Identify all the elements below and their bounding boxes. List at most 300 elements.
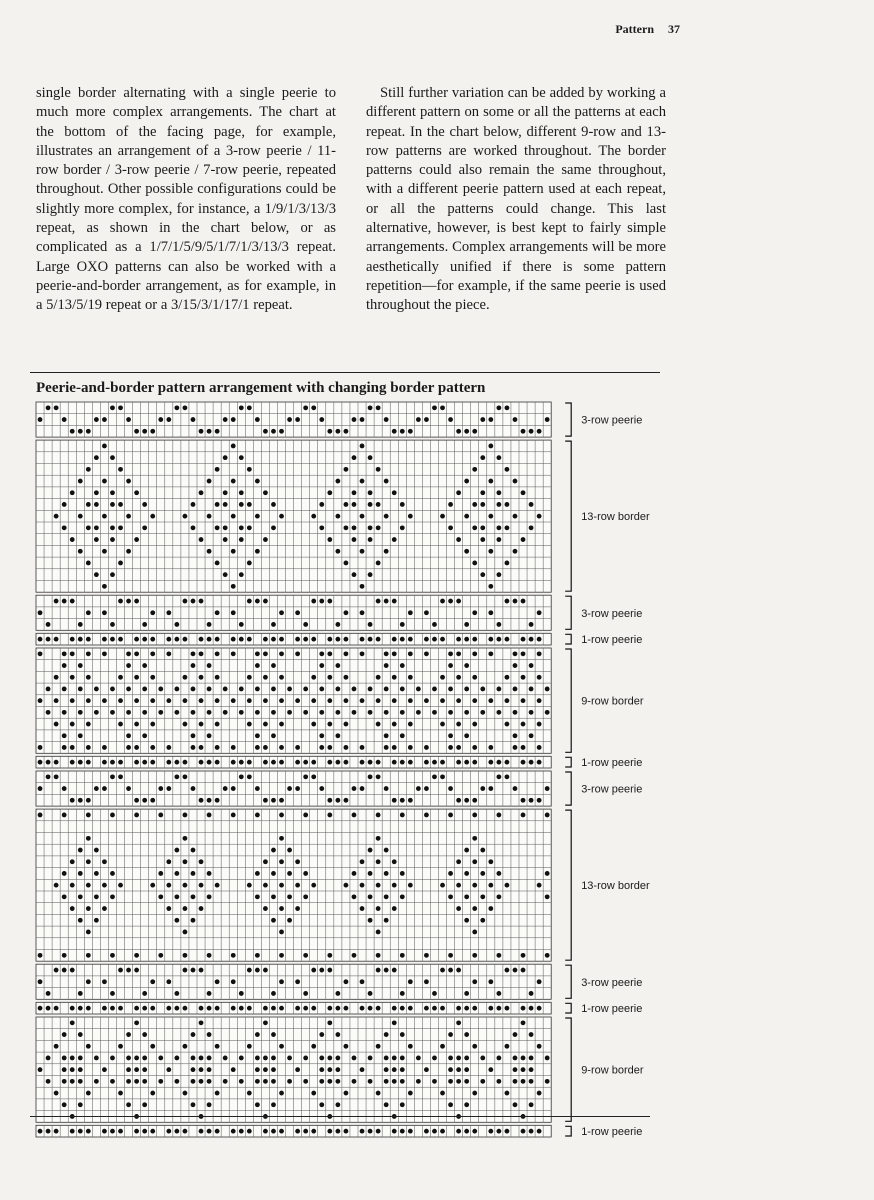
stitch-dot <box>110 894 115 899</box>
stitch-dot <box>545 687 550 692</box>
running-head <box>590 22 680 40</box>
stitch-dot <box>384 786 389 791</box>
stitch-dot <box>319 968 324 973</box>
stitch-dot <box>271 918 276 923</box>
stitch-dot <box>513 786 518 791</box>
stitch-dot <box>408 979 413 984</box>
stitch-dot <box>496 710 501 715</box>
stitch-dot <box>183 599 188 604</box>
stitch-dot <box>183 883 188 888</box>
stitch-dot <box>183 859 188 864</box>
stitch-dot <box>78 514 83 519</box>
stitch-dot <box>86 675 91 680</box>
stitch-dot <box>505 599 510 604</box>
stitch-dot <box>537 675 542 680</box>
stitch-dot <box>94 1056 99 1061</box>
stitch-dot <box>344 525 349 530</box>
stitch-dot <box>464 429 469 434</box>
stitch-dot <box>158 953 163 958</box>
stitch-dot <box>319 1102 324 1107</box>
stitch-dot <box>335 710 340 715</box>
stitch-dot <box>62 417 67 422</box>
stitch-dot <box>295 786 300 791</box>
stitch-dot <box>215 502 220 507</box>
stitch-dot <box>424 760 429 765</box>
stitch-dot <box>199 1006 204 1011</box>
stitch-dot <box>174 760 179 765</box>
stitch-dot <box>247 525 252 530</box>
stitch-dot <box>239 774 244 779</box>
stitch-dot <box>191 871 196 876</box>
stitch-dot <box>271 687 276 692</box>
stitch-dot <box>505 1006 510 1011</box>
stitch-dot <box>94 525 99 530</box>
stitch-dot <box>118 599 123 604</box>
stitch-dot <box>368 1056 373 1061</box>
stitch-dot <box>191 733 196 738</box>
stitch-dot <box>384 968 389 973</box>
stitch-dot <box>432 1056 437 1061</box>
stitch-dot <box>126 417 131 422</box>
stitch-dot <box>118 502 123 507</box>
stitch-dot <box>521 953 526 958</box>
stitch-dot <box>207 687 212 692</box>
stitch-dot <box>464 894 469 899</box>
stitch-dot <box>271 991 276 996</box>
stitch-dot <box>279 1044 284 1049</box>
stitch-dot <box>344 760 349 765</box>
stitch-dot <box>207 1056 212 1061</box>
stitch-dot <box>247 675 252 680</box>
stitch-dot <box>448 894 453 899</box>
stitch-dot <box>472 502 477 507</box>
stitch-dot <box>472 859 477 864</box>
stitch-dot <box>255 710 260 715</box>
chart-title: Peerie-and-border pattern arrangement with changing border pattern <box>36 380 486 396</box>
stitch-dot <box>521 429 526 434</box>
stitch-dot <box>126 968 131 973</box>
stitch-dot <box>134 745 139 750</box>
stitch-dot <box>174 1056 179 1061</box>
stitch-dot <box>78 991 83 996</box>
stitch-dot <box>78 1056 83 1061</box>
stitch-dot <box>239 405 244 410</box>
stitch-dot <box>126 786 131 791</box>
stitch-dot <box>327 798 332 803</box>
stitch-dot <box>472 745 477 750</box>
stitch-dot <box>408 1091 413 1096</box>
stitch-dot <box>376 836 381 841</box>
stitch-dot <box>199 599 204 604</box>
stitch-dot <box>472 813 477 818</box>
stitch-dot <box>368 991 373 996</box>
stitch-dot <box>279 675 284 680</box>
section-label: 9-row border <box>581 695 644 708</box>
stitch-dot <box>215 637 220 642</box>
stitch-dot <box>78 1129 83 1134</box>
stitch-dot <box>118 675 123 680</box>
stitch-dot <box>303 871 308 876</box>
stitch-dot <box>400 663 405 668</box>
stitch-dot <box>448 1102 453 1107</box>
stitch-dot <box>38 1129 43 1134</box>
stitch-dot <box>199 637 204 642</box>
stitch-dot <box>311 599 316 604</box>
stitch-dot <box>384 894 389 899</box>
stitch-dot <box>54 514 59 519</box>
stitch-dot <box>183 930 188 935</box>
stitch-dot <box>86 813 91 818</box>
stitch-dot <box>376 883 381 888</box>
stitch-dot <box>207 429 212 434</box>
stitch-dot <box>271 798 276 803</box>
stitch-dot <box>496 525 501 530</box>
stitch-dot <box>231 514 236 519</box>
stitch-dot <box>134 1079 139 1084</box>
stitch-dot <box>472 798 477 803</box>
stitch-dot <box>110 871 115 876</box>
stitch-dot <box>392 1067 397 1072</box>
stitch-dot <box>174 622 179 627</box>
stitch-dot <box>134 1020 139 1025</box>
stitch-dot <box>352 490 357 495</box>
stitch-dot <box>456 760 461 765</box>
stitch-dot <box>521 1079 526 1084</box>
stitch-dot <box>150 722 155 727</box>
stitch-dot <box>521 1129 526 1134</box>
stitch-dot <box>360 637 365 642</box>
stitch-dot <box>271 637 276 642</box>
stitch-dot <box>368 405 373 410</box>
stitch-dot <box>529 1079 534 1084</box>
stitch-dot <box>416 1079 421 1084</box>
stitch-dot <box>183 953 188 958</box>
stitch-dot <box>271 1129 276 1134</box>
stitch-dot <box>134 953 139 958</box>
stitch-dot <box>384 514 389 519</box>
stitch-dot <box>456 745 461 750</box>
stitch-dot <box>521 599 526 604</box>
stitch-dot <box>174 1006 179 1011</box>
stitch-dot <box>223 786 228 791</box>
stitch-dot <box>247 883 252 888</box>
stitch-dot <box>231 444 236 449</box>
stitch-dot <box>521 675 526 680</box>
stitch-dot <box>392 1006 397 1011</box>
stitch-dot <box>247 467 252 472</box>
stitch-dot <box>368 894 373 899</box>
stitch-dot <box>319 417 324 422</box>
stitch-dot <box>408 883 413 888</box>
stitch-dot <box>440 675 445 680</box>
stitch-dot <box>456 637 461 642</box>
stitch-dot <box>335 429 340 434</box>
section-bracket <box>565 403 571 436</box>
stitch-dot <box>271 760 276 765</box>
stitch-dot <box>335 991 340 996</box>
stitch-dot <box>207 1129 212 1134</box>
stitch-dot <box>480 1056 485 1061</box>
stitch-dot <box>376 599 381 604</box>
stitch-dot <box>150 651 155 656</box>
stitch-dot <box>134 1067 139 1072</box>
stitch-dot <box>537 745 542 750</box>
stitch-dot <box>368 1079 373 1084</box>
stitch-dot <box>529 733 534 738</box>
stitch-dot <box>38 953 43 958</box>
stitch-dot <box>376 930 381 935</box>
stitch-dot <box>271 1079 276 1084</box>
stitch-dot <box>352 710 357 715</box>
stitch-dot <box>327 813 332 818</box>
stitch-dot <box>86 1129 91 1134</box>
stitch-dot <box>368 455 373 460</box>
stitch-dot <box>384 687 389 692</box>
stitch-dot <box>223 1079 228 1084</box>
stitch-dot <box>255 663 260 668</box>
stitch-dot <box>207 1102 212 1107</box>
stitch-dot <box>118 760 123 765</box>
stitch-dot <box>448 968 453 973</box>
stitch-dot <box>505 502 510 507</box>
stitch-dot <box>368 537 373 542</box>
stitch-dot <box>110 622 115 627</box>
stitch-dot <box>191 1032 196 1037</box>
stitch-dot <box>368 918 373 923</box>
stitch-dot <box>247 561 252 566</box>
stitch-dot <box>126 1056 131 1061</box>
stitch-dot <box>279 1091 284 1096</box>
stitch-dot <box>207 1006 212 1011</box>
stitch-dot <box>126 687 131 692</box>
stitch-dot <box>263 906 268 911</box>
stitch-dot <box>295 883 300 888</box>
stitch-dot <box>207 1032 212 1037</box>
stitch-dot <box>303 1006 308 1011</box>
stitch-dot <box>376 637 381 642</box>
stitch-dot <box>432 1006 437 1011</box>
stitch-dot <box>408 698 413 703</box>
stitch-dot <box>110 1079 115 1084</box>
stitch-dot <box>199 722 204 727</box>
stitch-dot <box>126 1067 131 1072</box>
stitch-dot <box>368 637 373 642</box>
stitch-dot <box>54 1091 59 1096</box>
stitch-dot <box>464 918 469 923</box>
stitch-dot <box>239 1056 244 1061</box>
stitch-dot <box>86 502 91 507</box>
stitch-dot <box>416 1056 421 1061</box>
stitch-dot <box>207 798 212 803</box>
stitch-dot <box>191 848 196 853</box>
stitch-dot <box>110 502 115 507</box>
stitch-dot <box>464 871 469 876</box>
stitch-dot <box>126 549 131 554</box>
stitch-dot <box>303 774 308 779</box>
stitch-dot <box>102 417 107 422</box>
stitch-dot <box>505 467 510 472</box>
stitch-dot <box>384 599 389 604</box>
stitch-dot <box>174 405 179 410</box>
stitch-dot <box>263 429 268 434</box>
stitch-dot <box>78 687 83 692</box>
stitch-dot <box>496 1129 501 1134</box>
stitch-dot <box>529 1056 534 1061</box>
stitch-dot <box>472 637 477 642</box>
stitch-dot <box>166 979 171 984</box>
stitch-dot <box>158 786 163 791</box>
stitch-dot <box>126 1102 131 1107</box>
stitch-dot <box>456 859 461 864</box>
stitch-dot <box>62 953 67 958</box>
section-label: 1-row peerie <box>581 1126 643 1139</box>
stitch-dot <box>38 760 43 765</box>
stitch-dot <box>456 798 461 803</box>
stitch-dot <box>464 637 469 642</box>
stitch-dot <box>239 525 244 530</box>
stitch-dot <box>529 663 534 668</box>
stitch-dot <box>110 572 115 577</box>
stitch-dot <box>223 525 228 530</box>
stitch-dot <box>400 1006 405 1011</box>
stitch-dot <box>400 710 405 715</box>
stitch-dot <box>150 514 155 519</box>
stitch-dot <box>432 1079 437 1084</box>
stitch-dot <box>440 698 445 703</box>
stitch-dot <box>142 1006 147 1011</box>
stitch-dot <box>239 622 244 627</box>
stitch-dot <box>279 930 284 935</box>
stitch-dot <box>496 490 501 495</box>
stitch-dot <box>279 651 284 656</box>
stitch-dot <box>38 651 43 656</box>
stitch-dot <box>207 991 212 996</box>
stitch-dot <box>102 610 107 615</box>
stitch-dot <box>360 514 365 519</box>
stitch-dot <box>360 786 365 791</box>
stitch-dot <box>319 525 324 530</box>
stitch-dot <box>279 745 284 750</box>
stitch-dot <box>384 733 389 738</box>
section-bracket <box>565 965 571 998</box>
stitch-dot <box>311 637 316 642</box>
stitch-dot <box>207 479 212 484</box>
right-column <box>366 84 666 316</box>
stitch-dot <box>400 429 405 434</box>
stitch-dot <box>400 798 405 803</box>
stitch-dot <box>424 637 429 642</box>
stitch-dot <box>150 429 155 434</box>
stitch-dot <box>142 525 147 530</box>
stitch-dot <box>376 1044 381 1049</box>
stitch-dot <box>529 798 534 803</box>
stitch-dot <box>279 836 284 841</box>
stitch-dot <box>311 774 316 779</box>
stitch-dot <box>408 1044 413 1049</box>
stitch-dot <box>480 786 485 791</box>
stitch-dot <box>521 490 526 495</box>
stitch-dot <box>376 405 381 410</box>
stitch-dot <box>400 760 405 765</box>
stitch-dot <box>46 1056 51 1061</box>
stitch-dot <box>134 651 139 656</box>
stitch-dot <box>102 637 107 642</box>
stitch-dot <box>142 637 147 642</box>
stitch-dot <box>352 537 357 542</box>
stitch-dot <box>464 760 469 765</box>
stitch-dot <box>496 1079 501 1084</box>
stitch-dot <box>335 1006 340 1011</box>
stitch-dot <box>513 1056 518 1061</box>
stitch-dot <box>110 525 115 530</box>
stitch-dot <box>521 745 526 750</box>
stitch-dot <box>384 745 389 750</box>
stitch-dot <box>207 871 212 876</box>
stitch-dot <box>424 651 429 656</box>
stitch-dot <box>344 798 349 803</box>
stitch-dot <box>384 549 389 554</box>
stitch-dot <box>456 722 461 727</box>
stitch-dot <box>247 1006 252 1011</box>
stitch-dot <box>166 417 171 422</box>
stitch-dot <box>480 710 485 715</box>
stitch-dot <box>263 1020 268 1025</box>
stitch-dot <box>319 733 324 738</box>
stitch-dot <box>344 467 349 472</box>
stitch-dot <box>255 549 260 554</box>
stitch-dot <box>376 1129 381 1134</box>
stitch-dot <box>472 722 477 727</box>
stitch-dot <box>94 871 99 876</box>
stitch-dot <box>496 455 501 460</box>
stitch-dot <box>183 1091 188 1096</box>
stitch-dot <box>255 599 260 604</box>
stitch-dot <box>505 722 510 727</box>
stitch-dot <box>488 906 493 911</box>
stitch-dot <box>295 637 300 642</box>
stitch-dot <box>424 953 429 958</box>
stitch-dot <box>38 979 43 984</box>
stitch-dot <box>295 1067 300 1072</box>
stitch-dot <box>215 467 220 472</box>
stitch-dot <box>513 479 518 484</box>
stitch-dot <box>537 979 542 984</box>
stitch-dot <box>352 953 357 958</box>
stitch-dot <box>166 698 171 703</box>
stitch-dot <box>263 1067 268 1072</box>
stitch-dot <box>110 637 115 642</box>
stitch-dot <box>62 745 67 750</box>
stitch-dot <box>62 813 67 818</box>
stitch-dot <box>376 813 381 818</box>
stitch-dot <box>271 429 276 434</box>
stitch-dot <box>231 417 236 422</box>
stitch-dot <box>464 663 469 668</box>
stitch-dot <box>408 1006 413 1011</box>
stitch-dot <box>263 1056 268 1061</box>
stitch-dot <box>327 1079 332 1084</box>
stitch-dot <box>94 502 99 507</box>
stitch-dot <box>174 1129 179 1134</box>
stitch-dot <box>183 1044 188 1049</box>
stitch-dot <box>54 698 59 703</box>
stitch-dot <box>287 894 292 899</box>
stitch-dot <box>496 953 501 958</box>
stitch-dot <box>263 651 268 656</box>
stitch-dot <box>537 1129 542 1134</box>
stitch-dot <box>142 663 147 668</box>
stitch-dot <box>376 1091 381 1096</box>
